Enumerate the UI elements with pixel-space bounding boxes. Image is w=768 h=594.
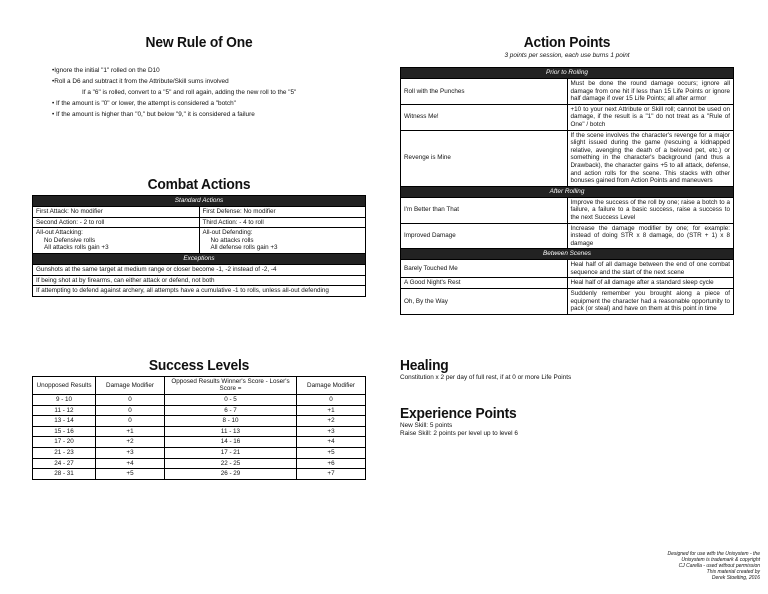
allout-line: No Defensive rolls <box>44 236 96 244</box>
ap-row <box>401 278 734 289</box>
success-cell: 13 - 14 <box>33 416 96 427</box>
ap-section-header: Prior to Rolling <box>401 68 734 79</box>
exception-row: Gunshots at the same target at medium range or closer become -1, -2 instead of -2, -4 <box>33 264 366 275</box>
credit-line: Derek Stoelting, 2016 <box>711 575 760 581</box>
right-column <box>400 0 734 438</box>
ap-name: I'm Better than That <box>401 197 568 223</box>
ap-row <box>401 197 734 223</box>
credit-block <box>667 551 760 581</box>
ap-description: Heal half of all damage after a standard sleep cycle <box>567 278 734 289</box>
combat-cell: First Attack: No modifier <box>33 207 200 218</box>
success-header: Damage Modifier <box>297 376 366 394</box>
success-header: Unopposed Results <box>33 376 96 394</box>
ap-name: Improved Damage <box>401 223 568 249</box>
healing-title: Healing <box>400 356 449 374</box>
success-cell: +4 <box>297 437 366 448</box>
xp-line: Raise Skill: 2 points per level up to level 6 <box>400 430 518 438</box>
success-row <box>33 469 366 480</box>
success-cell: +7 <box>297 469 366 480</box>
credit-line: Unisystem is trademark & copyright <box>681 557 760 563</box>
rule-item: • If the amount is higher than "0," but below "9," it is considered a failure <box>52 111 255 118</box>
action-points-rows <box>401 68 734 315</box>
credit-line: This material created by <box>706 569 760 575</box>
ap-description: Suddenly remember you brought along a piece of equipment the character had a reasonable opportunity to pack (or steal) and have on them at this point in time <box>567 289 734 315</box>
success-row <box>33 458 366 469</box>
success-header: Opposed Results Winner's Score - Loser's Score = <box>165 376 297 394</box>
ap-name: Barely Touched Me <box>401 260 568 278</box>
ap-description: +10 to your next Attribute or Skill roll; cannot be used on damage, if the result is a "1" do not treat as a "Rule of One" / botch <box>567 104 734 130</box>
success-cell: 11 - 13 <box>165 426 297 437</box>
exception-row: If being shot at by firearms, can either attack or defend, not both <box>33 275 366 286</box>
success-header: Damage Modifier <box>96 376 165 394</box>
rule-of-one-list <box>52 65 366 120</box>
combat-cell: Third Action: - 4 to roll <box>199 217 366 228</box>
success-cell: 0 <box>297 394 366 405</box>
allout-defense-cell <box>199 228 366 254</box>
success-cell: 0 - 5 <box>165 394 297 405</box>
ap-section-header: After Rolling <box>401 186 734 197</box>
success-cell: +3 <box>96 447 165 458</box>
ap-row <box>401 104 734 130</box>
success-cell: 0 <box>96 416 165 427</box>
success-cell: 24 - 27 <box>33 458 96 469</box>
standard-actions-header: Standard Actions <box>33 196 366 207</box>
action-points-subtitle: 3 points per session, each use burns 1 point <box>504 52 630 59</box>
success-row <box>33 447 366 458</box>
credit-line: Designed for use with the Unisystem - the <box>667 551 760 557</box>
combat-title: Combat Actions <box>147 176 251 193</box>
combat-cell: First Defense: No modifier <box>199 207 366 218</box>
ap-name: A Good Night's Rest <box>401 278 568 289</box>
success-row <box>33 405 366 416</box>
success-row <box>33 416 366 427</box>
success-cell: 0 <box>96 394 165 405</box>
success-table <box>32 376 366 480</box>
ap-row <box>401 289 734 315</box>
success-cell: 17 - 21 <box>165 447 297 458</box>
success-cell: +1 <box>297 405 366 416</box>
ap-description: Must be done the round damage occurs; ignore all damage from one hit if less than 15 Life Points or ignore half damage if over 15 Life Points; all after armor <box>567 79 734 105</box>
rule-item: • If the amount is "0" or lower, the attempt is considered a "botch" <box>52 100 236 107</box>
ap-description: Improve the success of the roll by one; raise a botch to a failure, a failure to a basic success, raise a success to the next Success Level <box>567 197 734 223</box>
healing-text: Constitution x 2 per day of full rest, if at 0 or more Life Points <box>400 373 572 381</box>
ap-row <box>401 130 734 186</box>
ap-name: Roll with the Punches <box>401 79 568 105</box>
ap-description: Increase the damage modifier by one; for example: instead of doing STR x 8 damage, do (STR + 1) x 8 damage <box>567 223 734 249</box>
success-cell: 11 - 12 <box>33 405 96 416</box>
success-cell: +3 <box>297 426 366 437</box>
left-column <box>32 0 366 480</box>
success-rows <box>33 394 366 479</box>
success-cell: 22 - 25 <box>165 458 297 469</box>
action-points-title: Action Points <box>523 34 611 51</box>
success-cell: 6 - 7 <box>165 405 297 416</box>
ap-name: Oh, By the Way <box>401 289 568 315</box>
success-cell: 21 - 23 <box>33 447 96 458</box>
credit-line: CJ Carella - used without permission <box>678 563 760 569</box>
success-cell: +5 <box>297 447 366 458</box>
success-cell: +5 <box>96 469 165 480</box>
success-cell: +4 <box>96 458 165 469</box>
allout-line: All-out Attacking: <box>36 229 83 237</box>
success-cell: 28 - 31 <box>33 469 96 480</box>
ap-row <box>401 223 734 249</box>
allout-line: No attacks rolls <box>210 236 254 244</box>
success-cell: +2 <box>96 437 165 448</box>
success-cell: 17 - 20 <box>33 437 96 448</box>
success-row <box>33 426 366 437</box>
success-cell: 26 - 29 <box>165 469 297 480</box>
ap-row <box>401 79 734 105</box>
success-cell: 15 - 16 <box>33 426 96 437</box>
xp-title: Experience Points <box>400 405 517 423</box>
ap-name: Revenge is Mine <box>401 130 568 186</box>
combat-cell: Second Action: - 2 to roll <box>33 217 200 228</box>
success-cell: +6 <box>297 458 366 469</box>
exceptions-header: Exceptions <box>33 253 366 264</box>
success-cell: 8 - 10 <box>165 416 297 427</box>
ap-description: If the scene involves the character's revenge for a major slight issued during the game (rescuing a kidnapped relative, avenging the death of a beloved pet, etc.) or something in the character's background (and thus a Drawback), the character gains +5 to all attack, defense, and action rolls for the scene. This stacks with other bonuses gained from Action Points and maneuvers <box>567 130 734 186</box>
success-row <box>33 394 366 405</box>
success-cell: +1 <box>96 426 165 437</box>
success-cell: +2 <box>297 416 366 427</box>
ap-description: Heal half of all damage between the end of one combat sequence and the start of the next scene <box>567 260 734 278</box>
ap-row <box>401 260 734 278</box>
allout-attack-cell <box>33 228 200 254</box>
allout-line: All-out Defending: <box>202 229 253 237</box>
ap-section-header: Between Scenes <box>401 249 734 260</box>
success-cell: 9 - 10 <box>33 394 96 405</box>
rule-of-one-title: New Rule of One <box>145 34 253 51</box>
ap-name: Witness Me! <box>401 104 568 130</box>
xp-line: New Skill: 5 points <box>400 422 453 430</box>
success-title: Success Levels <box>148 356 250 374</box>
action-points-table <box>400 67 734 315</box>
exception-row: If attempting to defend against archery, all attempts have a cumulative -1 to rolls, unless all-out defending <box>33 286 366 297</box>
rule-item: If a "6" is rolled, convert to a "5" and roll again, adding the new roll to the "5" <box>82 89 297 96</box>
rule-item: •Roll a D6 and subtract it from the Attribute/Skill sums involved <box>52 78 229 85</box>
combat-table <box>32 195 366 297</box>
allout-line: All defense rolls gain +3 <box>210 244 278 252</box>
rule-item: •Ignore the initial "1" rolled on the D10 <box>52 67 160 74</box>
success-cell: 0 <box>96 405 165 416</box>
success-row <box>33 437 366 448</box>
success-cell: 14 - 16 <box>165 437 297 448</box>
allout-line: All attacks rolls gain +3 <box>44 244 109 252</box>
